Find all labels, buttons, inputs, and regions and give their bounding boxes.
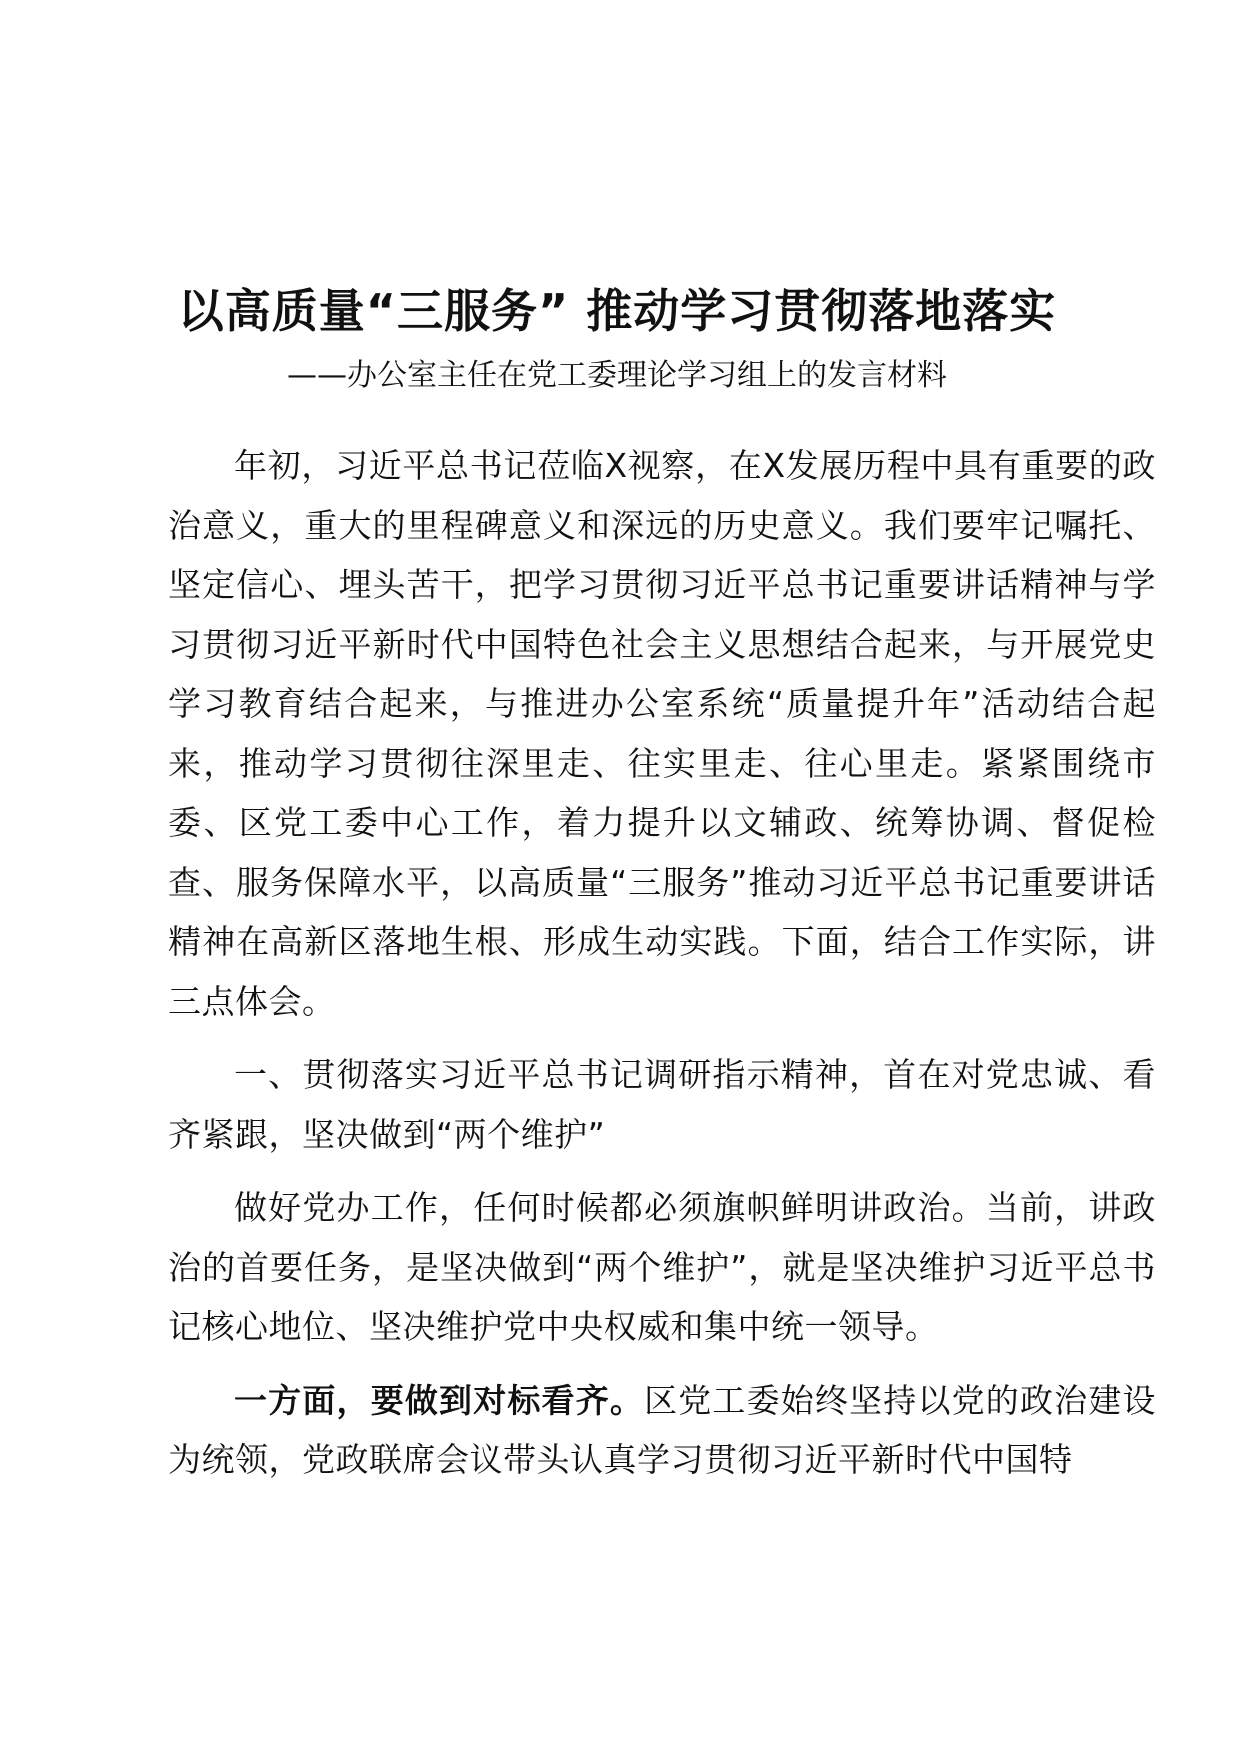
paragraph-2: 做好党办工作，任何时候都必须旗帜鲜明讲政治。当前，讲政治的首要任务，是坚决做到“两个维护”，就是坚决维护习近平总书记核心地位、坚决维护党中央权威和集中统一领导。: [168, 1188, 1156, 1346]
document-body: [168, 436, 1156, 1490]
paragraph-3-lead: 一方面，要做到对标看齐。: [234, 1380, 645, 1420]
intro-paragraph: 年初，习近平总书记莅临X视察，在X发展历程中具有重要的政治意义，重大的里程碑意义和深远的历史意义。我们要牢记嘱托、坚定信心、埋头苦干，把学习贯彻习近平总书记重要讲话精神与学习贯彻习近平新时代中国特色社会主义思想结合起来，与开展党史学习教育结合起来，与推进办公室系统“质量提升年”活动结合起来，推动学习贯彻往深里走、往实里走、往心里走。紧紧围绕市委、区党工委中心工作，着力提升以文辅政、统筹协调、督促检查、服务保障水平，以高质量“三服务”推动习近平总书记重要讲话精神在高新区落地生根、形成生动实践。下面，结合工作实际，讲三点体会。: [168, 446, 1156, 1021]
document-subtitle: ——办公室主任在党工委理论学习组上的发言材料: [287, 358, 947, 393]
section-heading-1: 一、贯彻落实习近平总书记调研指示精神，首在对党忠诚、看齐紧跟，坚决做到“两个维护”: [168, 1055, 1156, 1154]
paragraph-3: [168, 1371, 1156, 1490]
paragraph-3-text: 区党工委始终坚持以党的政治建设为统领，党政联席会议带头认真学习贯彻习近平新时代中国特: [168, 1380, 1157, 1479]
document-title: 以高质量“三服务” 推动学习贯彻落地落实: [177, 283, 1057, 338]
